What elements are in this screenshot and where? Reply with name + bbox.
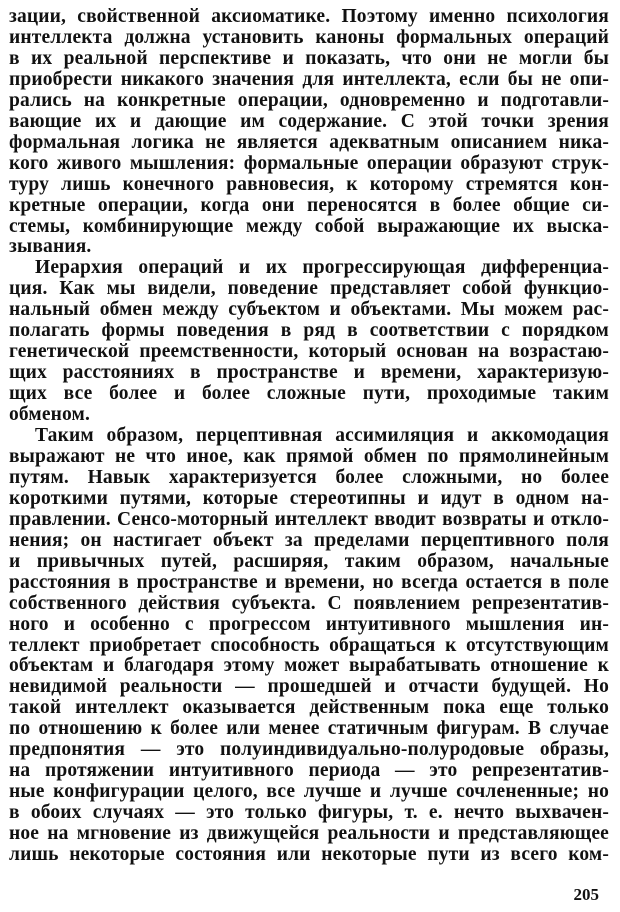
text-line: полагать формы поведения в ряд в соответствии с порядком bbox=[9, 320, 609, 342]
text-line: в их реальной перспективе и показать, что они не могли бы bbox=[9, 47, 609, 69]
text-line: невидимой реальности — прошедшей и отчасти будущей. Но bbox=[9, 676, 609, 698]
text-line: ция. Как мы видели, поведение представляет собой функцио- bbox=[9, 278, 609, 300]
text-line: предпонятия — это полуиндивидуально-полуродовые образы, bbox=[9, 739, 609, 761]
text-line: расстояния в пространстве и времени, но всегда остается в поле bbox=[9, 571, 609, 593]
text-line: короткими путями, которые стереотипны и идут в одном на- bbox=[9, 487, 609, 509]
text-line: нальный обмен между субъектом и объектами. Мы можем рас- bbox=[9, 299, 609, 321]
text-line: такой интеллект оказывается действенным пока еще только bbox=[9, 697, 609, 719]
text-line: щих все более и более сложные пути, проходимые таким bbox=[9, 383, 609, 405]
text-line: и привычных путей, расширяя, таким образом, начальные bbox=[9, 550, 609, 572]
text-line: на протяжении интуитивного периода — это репрезентатив- bbox=[9, 760, 609, 782]
text-line: туру лишь конечного равновесия, к которому стремятся кон- bbox=[9, 173, 609, 195]
text-line: выражают не что иное, как прямой обмен по прямолинейным bbox=[9, 445, 609, 467]
text-line: вающие их и дающие им содержание. С этой точки зрения bbox=[9, 110, 609, 132]
text-line: ного и особенно с прогрессом интуитивного мышления ин- bbox=[9, 613, 609, 635]
text-line: зации, свойственной аксиоматике. Поэтому именно психология bbox=[9, 6, 609, 27]
text-line: теллект приобретает способность обращаться к отсутствующим bbox=[9, 634, 609, 656]
text-line: ное на мгновение из движущейся реальности и представляющее bbox=[9, 823, 609, 845]
text-line: приобрести никакого значения для интеллекта, если бы не опи- bbox=[9, 68, 609, 90]
text-line: формальная логика не является адекватным описанием ника- bbox=[9, 131, 609, 153]
text-line: Таким образом, перцептивная ассимиляция и аккомодация bbox=[35, 425, 609, 446]
section-heading-line: Иерархия операций и их прогрессирующая дифференциа- bbox=[35, 257, 609, 279]
text-line: объектам и благодаря этому может вырабатывать отношение к bbox=[9, 655, 609, 677]
text-line: собственного действия субъекта. С появлением репрезентатив- bbox=[9, 592, 609, 614]
text-line: щих расстояниях в пространстве и времени, характеризую- bbox=[9, 362, 609, 384]
text-line: кретные операции, когда они переносятся в более общие си- bbox=[9, 194, 609, 216]
text-line: нения; он настигает объект за пределами перцептивного поля bbox=[9, 529, 609, 551]
book-page bbox=[9, 0, 613, 912]
text-line: зывания. bbox=[9, 236, 92, 258]
text-line: ные конфигурации целого, все лучше и лучше сочлененные; но bbox=[9, 781, 609, 803]
page-number: 205 bbox=[573, 885, 599, 904]
text-line: генетической преемственности, который основан на возрастаю- bbox=[9, 341, 609, 363]
text-line: правлении. Сенсо-моторный интеллект вводит возвраты и откло- bbox=[9, 508, 609, 530]
text-line: лишь некоторые состояния или некоторые пути из всего ком- bbox=[9, 844, 609, 865]
text-line: по отношению к более или менее статичным фигурам. В случае bbox=[9, 718, 609, 740]
text-line: стемы, комбинирующие между собой выражающие их выска- bbox=[9, 215, 609, 237]
text-line: путям. Навык характеризуется более сложными, но более bbox=[9, 466, 609, 488]
text-line: интеллекта должна установить каноны формальных операций bbox=[9, 26, 609, 48]
text-line: обменом. bbox=[9, 404, 91, 426]
text-line: кого живого мышления: формальные операции образуют струк- bbox=[9, 152, 609, 174]
text-line: в обоих случаях — это только фигуры, т. е. нечто выхвачен- bbox=[9, 802, 609, 824]
text-line: рались на конкретные операции, одновременно и подготавли- bbox=[9, 89, 609, 111]
